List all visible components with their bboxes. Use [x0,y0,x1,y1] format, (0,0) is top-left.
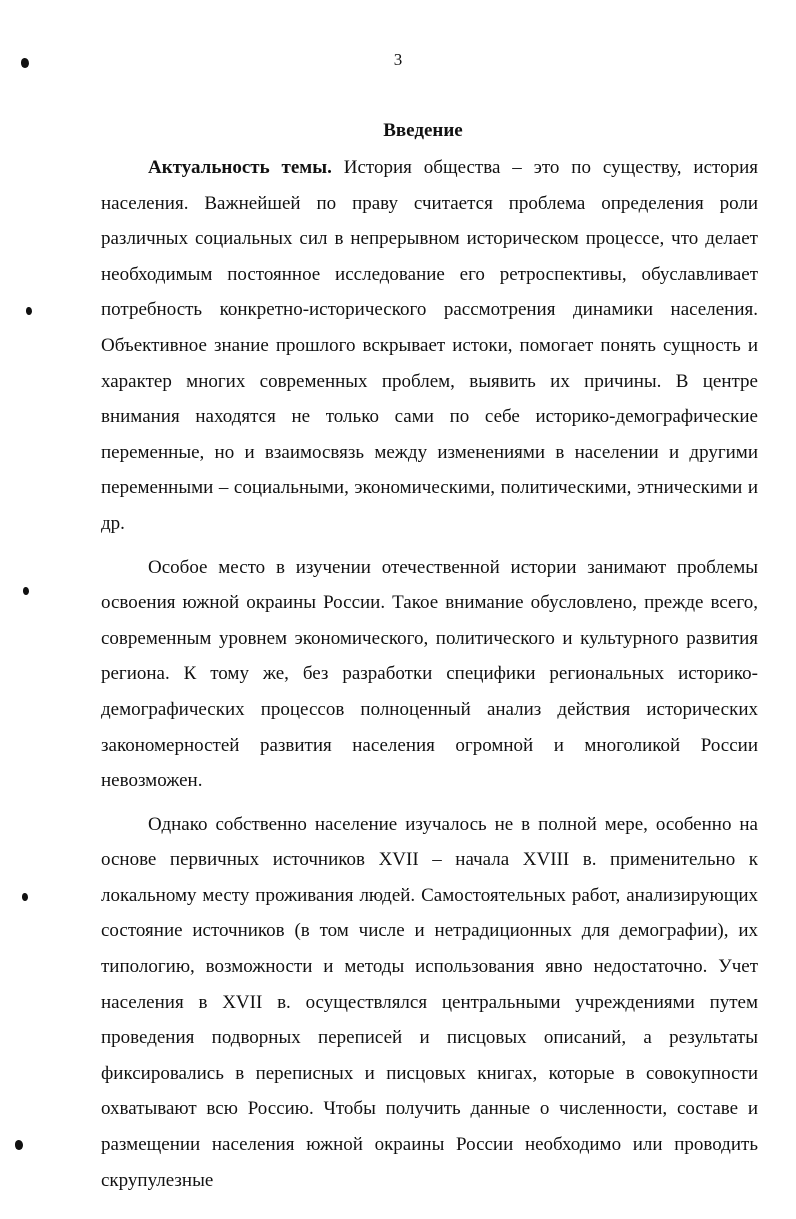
paragraph-sources: Однако собственно население изучалось не в полной мере, особенно на основе первичных источников XVII – начала XVIII в. применительно к локальному месту проживания людей. Самостоятельных работ, анализирующих состояние источников (в том числе и нетрадиционных для демографии), их типологию, возможности и методы использования явно недостаточно. Учет населения в XVII в. осуществлялся центральными учреждениями путем проведения подворных переписей и писцовых описаний, а результаты фиксировались в переписных и писцовых книгах, которые в совокупности охватывают всю Россию. Чтобы получить данные о численности, составе и размещении населения южной окраины России необходимо или проводить скрупулезные [101,813,758,1191]
binding-hole-mark [26,307,32,315]
paragraph-southern-frontier: Особое место в изучении отечественной истории занимают проблемы освоения южной окраины России. Такое внимание обусловлено, прежде всего, современным уровнем экономического, политического и культурного развития региона. К тому же, без разработки специфики региональных историко-демографических процессов полноценный анализ действия исторических закономерностей развития населения огромной и многоликой России невозможен. [101,556,758,792]
body-text [101,150,758,1198]
binding-hole-mark [15,1140,23,1150]
paragraph-lead: Актуальность темы. [148,157,332,178]
paragraph-text: История общества – это по существу, история населения. Важнейшей по праву считается проблема определения роли различных социальных сил в непрерывном историческом процессе, что делает необходимым постоянное исследование его ретроспективы, обуславливает потребность конкретно-исторического рассмотрения динамики населения. Объективное знание прошлого вскрывает истоки, помогает понять сущность и характер многих современных проблем, выявить их причины. В центре внимания находятся не только сами по себе историко-демографические переменные, но и взаимосвязь между изменениями в населении и другими переменными – социальными, экономическими, политическими, этническими и др. [101,157,758,534]
page-number: 3 [393,50,403,69]
section-heading: Введение [383,120,463,141]
paragraph-relevance [101,150,758,542]
binding-hole-mark [22,893,28,901]
binding-hole-mark [23,587,29,595]
